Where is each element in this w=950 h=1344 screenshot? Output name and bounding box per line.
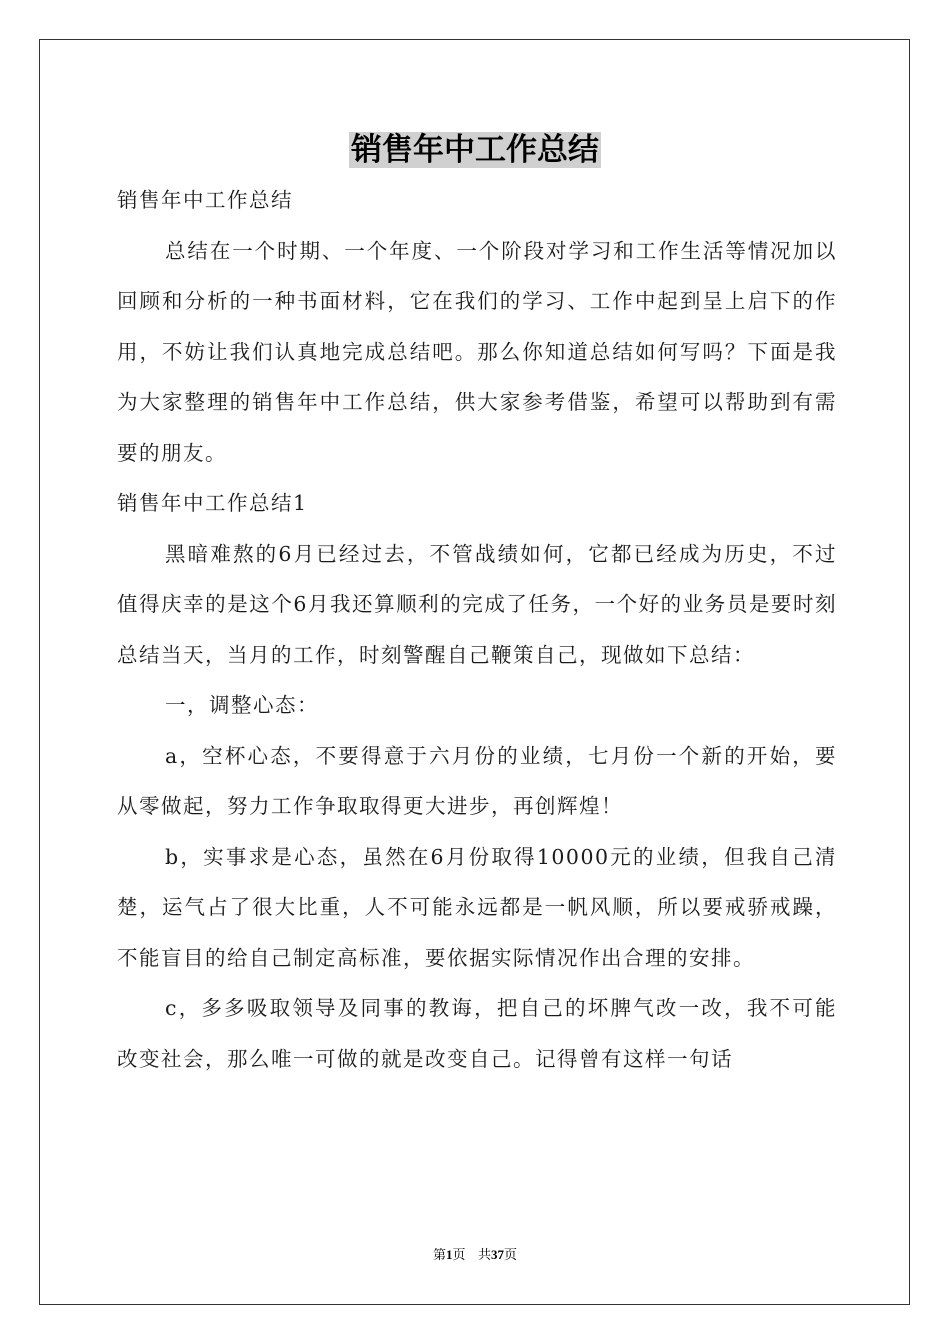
page-suffix: 页	[452, 1248, 466, 1263]
paragraph: 黑暗难熬的6月已经过去，不管战绩如何，它都已经成为历史，不过值得庆幸的是这个6月我还算顺利的完成了任务，一个好的业务员是要时刻总结当天，当月的工作，时刻警醒自己鞭策自己，现做如下总结：	[117, 541, 837, 667]
document-body	[117, 175, 837, 1084]
paragraph: a，空杯心态，不要得意于六月份的业绩，七月份一个新的开始，要从零做起，努力工作争取取得更大进步，再创辉煌！	[117, 743, 837, 818]
paragraph: 销售年中工作总结1	[117, 491, 308, 515]
paragraph: 一，调整心态：	[165, 693, 319, 717]
total-pages: 37	[490, 1247, 504, 1262]
paragraph: b，实事求是心态，虽然在6月份取得10000元的业绩，但我自己清楚，运气占了很大比重，人不可能永远都是一帆风顺，所以要戒骄戒躁，不能盲目的给自己制定高标准，要依据实际情况作出合理的安排。	[117, 844, 837, 970]
document-title-text: 销售年中工作总结	[351, 132, 599, 168]
page-prefix: 第	[433, 1248, 447, 1263]
document-title	[0, 128, 950, 172]
page-footer	[0, 1244, 950, 1263]
total-prefix: 共	[477, 1248, 491, 1263]
paragraph: c，多多吸取领导及同事的教诲，把自己的坏脾气改一改，我不可能改变社会，那么唯一可做的就是改变自己。记得曾有这样一句话	[117, 996, 837, 1071]
total-suffix: 页	[503, 1248, 517, 1263]
paragraph: 销售年中工作总结	[117, 188, 293, 212]
page-number: 1	[446, 1247, 453, 1262]
paragraph: 总结在一个时期、一个年度、一个阶段对学习和工作生活等情况加以回顾和分析的一种书面材料，它在我们的学习、工作中起到呈上启下的作用，不妨让我们认真地完成总结吧。那么你知道总结如何写吗？下面是我为大家整理的销售年中工作总结，供大家参考借鉴，希望可以帮助到有需要的朋友。	[117, 238, 837, 465]
